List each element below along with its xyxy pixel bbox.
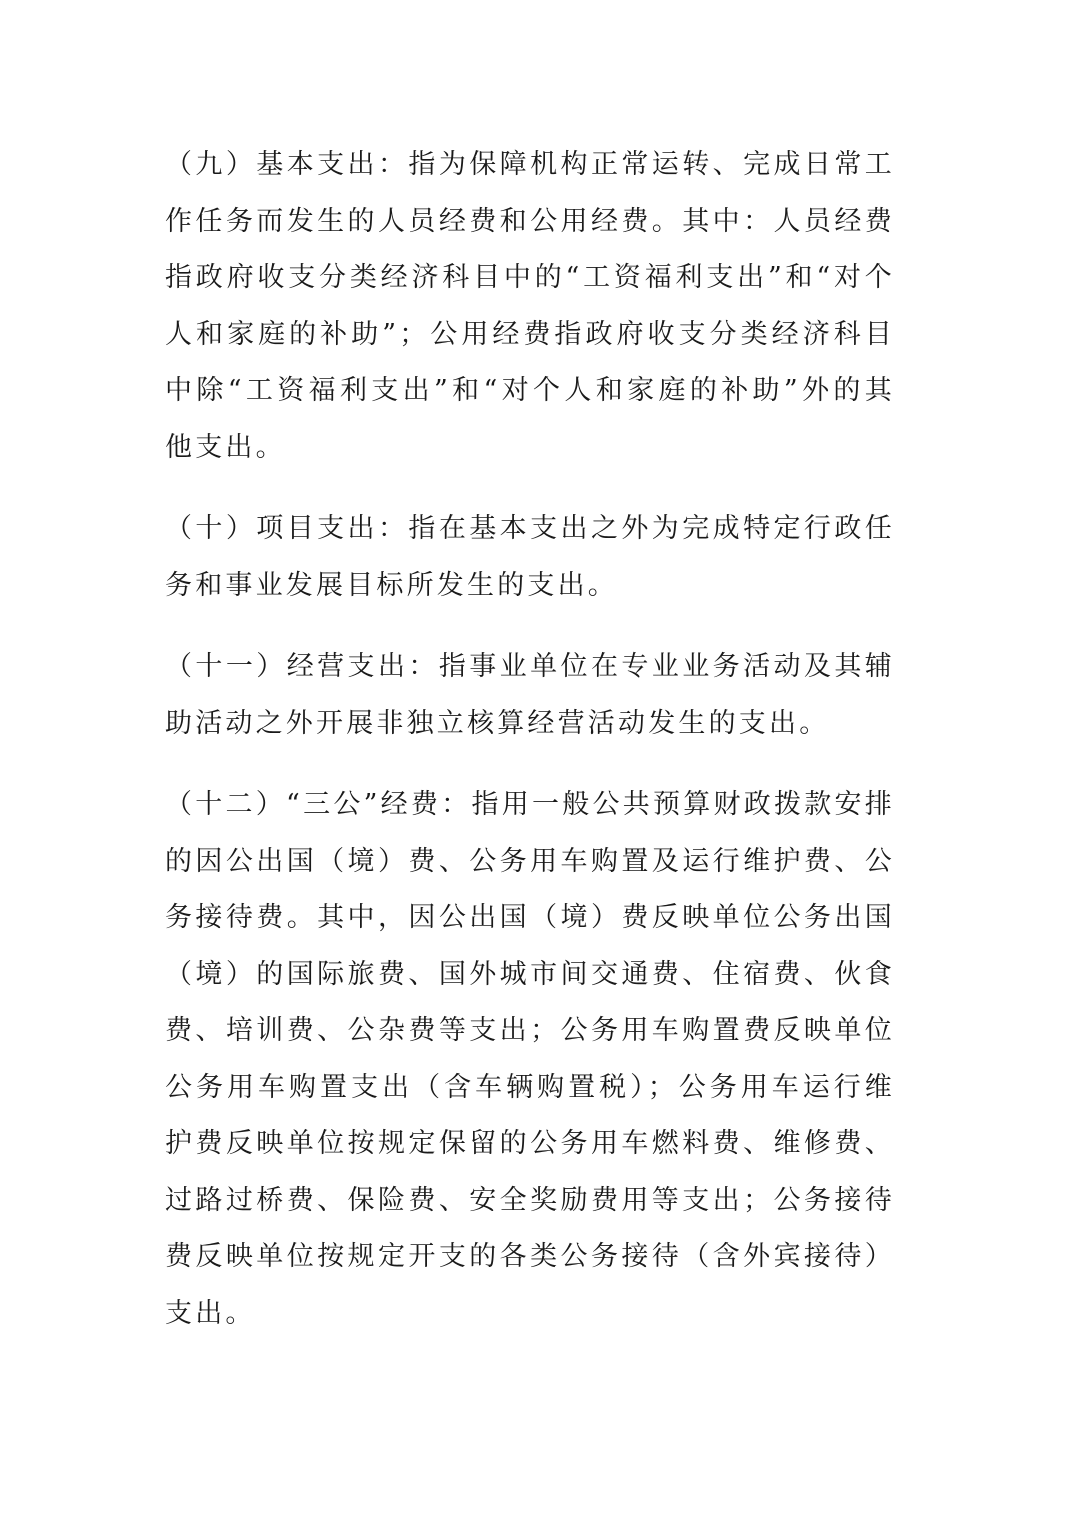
paragraph-project-expenditure: （十）项目支出：指在基本支出之外为完成特定行政任务和事业发展目标所发生的支出。: [165, 513, 895, 601]
document-body: [165, 137, 895, 1342]
paragraph-three-public-expenses: （十二）“三公”经费：指用一般公共预算财政拨款安排的因公出国（境）费、公务用车购置及运行维护费、公务接待费。其中，因公出国（境）费反映单位公务出国（境）的国际旅费、国外城市间交通费、住宿费、伙食费、培训费、公杂费等支出；公务用车购置费反映单位公务用车购置支出（含车辆购置税）；公务用车运行维护费反映单位按规定保留的公务用车燃料费、维修费、过路过桥费、保险费、安全奖励费用等支出；公务接待费反映单位按规定开支的各类公务接待（含外宾接待）支出。: [165, 789, 895, 1329]
paragraph-operating-expenditure: （十一）经营支出：指事业单位在专业业务活动及其辅助活动之外开展非独立核算经营活动发生的支出。: [165, 651, 895, 739]
paragraph-basic-expenditure: （九）基本支出：指为保障机构正常运转、完成日常工作任务而发生的人员经费和公用经费。其中：人员经费指政府收支分类经济科目中的“工资福利支出”和“对个人和家庭的补助”；公用经费指政府收支分类经济科目中除“工资福利支出”和“对个人和家庭的补助”外的其他支出。: [165, 149, 895, 463]
